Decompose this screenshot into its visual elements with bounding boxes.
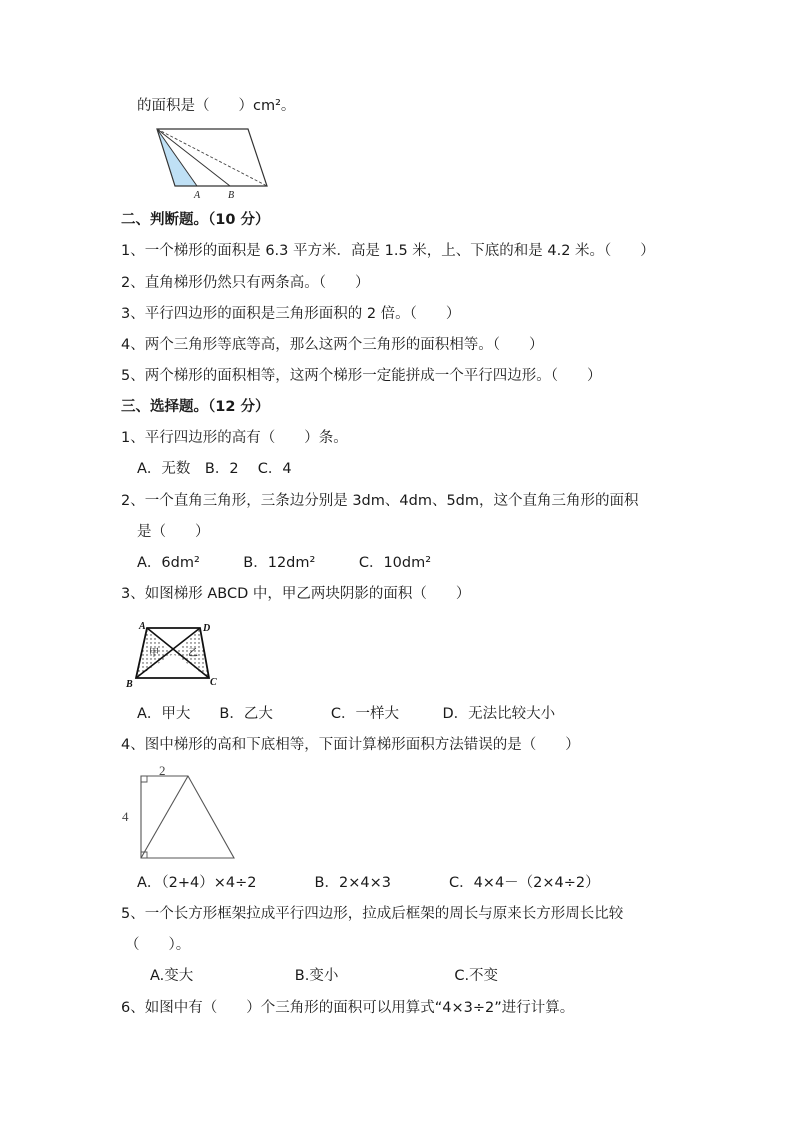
section-heading-judgement: 二、判断题。（10 分）: [121, 212, 270, 228]
judgement-q3: 3、平行四边形的面积是三角形面积的 2 倍。（ ）: [121, 306, 461, 322]
choice-q2-line2: 是（ ）: [137, 524, 210, 540]
choice-q4-options: A．（2+4）×4÷2 B．2×4×3 C．4×4－（2×4÷2）: [137, 875, 600, 891]
choice-q3-options: A．甲大 B．乙大 C．一样大 D．无法比较大小: [137, 706, 556, 722]
choice-q1: 1、平行四边形的高有（ ）条。: [121, 430, 348, 446]
fill-question-continuation: 的面积是（ ）cm²。: [137, 98, 296, 114]
label-yi: 乙: [188, 648, 198, 659]
choice-q2-options: A．6dm² B．12dm² C．10dm²: [137, 555, 432, 571]
choice-q5-line2: （ ）。: [125, 937, 191, 953]
choice-q2-line1: 2、一个直角三角形，三条边分别是 3dm、4dm、5dm，这个直角三角形的面积: [121, 493, 639, 509]
vertex-a: A: [139, 621, 146, 632]
vertex-d: D: [203, 623, 211, 634]
choice-q5-options: A.变大 B.变小 C.不变: [150, 968, 499, 984]
section-heading-choice: 三、选择题。（12 分）: [121, 399, 270, 415]
judgement-q2: 2、直角梯形仍然只有两条高。（ ）: [121, 275, 370, 291]
vertex-b: B: [126, 679, 133, 690]
choice-q4: 4、图中梯形的高和下底相等，下面计算梯形面积方法错误的是（ ）: [121, 737, 580, 753]
judgement-q1: 1、一个梯形的面积是 6.3 平方米．高是 1.5 米，上、下底的和是 4.2 米。（ ）: [121, 243, 655, 259]
inner-diagonal: [141, 776, 188, 858]
choice-q3: 3、如图梯形 ABCD 中，甲乙两块阴影的面积（ ）: [121, 586, 471, 602]
choice-q1-options: A．无数 B．2 C．4: [137, 461, 292, 477]
vertex-c: C: [210, 677, 217, 688]
right-angle-top: [141, 776, 147, 782]
judgement-q4: 4、两个三角形等底等高，那么这两个三角形的面积相等。（ ）: [121, 337, 544, 353]
choice-q6: 6、如图中有（ ）个三角形的面积可以用算式“4×3÷2”进行计算。: [121, 1000, 575, 1016]
trapezoid-abcd-figure: [122, 618, 224, 690]
trapezoid-outline: [141, 776, 234, 858]
right-trapezoid-figure: [118, 764, 242, 862]
choice-q5-line1: 5、一个长方形框架拉成平行四边形，拉成后框架的周长与原来长方形周长比较: [121, 906, 624, 922]
top-base-label: 2: [159, 764, 166, 778]
parallelogram-figure: [150, 124, 270, 200]
judgement-q5: 5、两个梯形的面积相等，这两个梯形一定能拼成一个平行四边形。（ ）: [121, 368, 602, 384]
label-b: B: [228, 190, 235, 200]
height-label: 4: [122, 809, 129, 824]
label-jia: 甲: [149, 648, 159, 659]
label-a: A: [194, 190, 201, 200]
